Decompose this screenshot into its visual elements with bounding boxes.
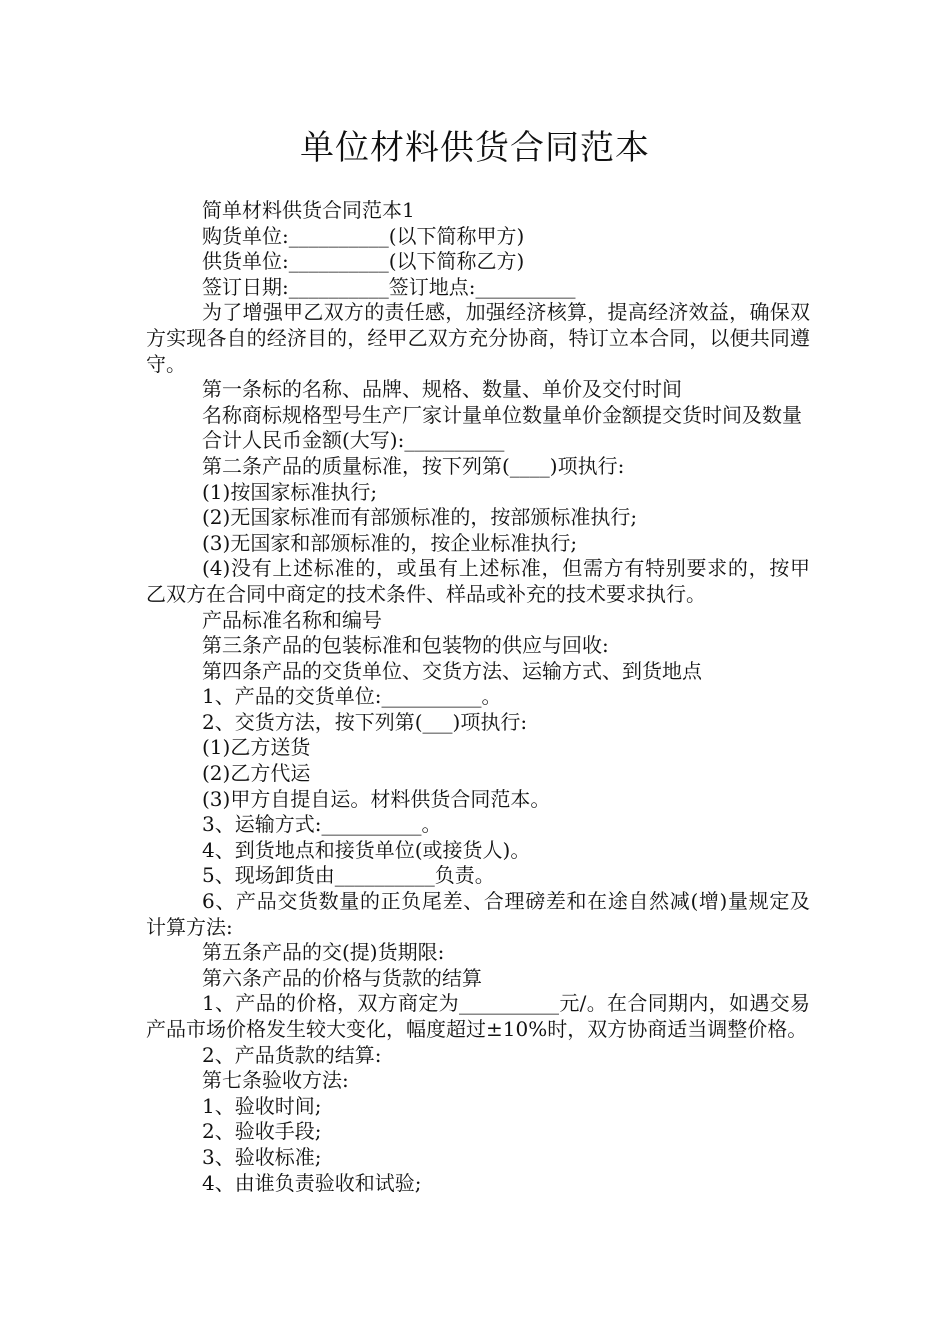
paragraph-24: 5、现场卸货由__________负责。 <box>202 863 495 888</box>
paragraph-6: 第一条标的名称、品牌、规格、数量、单价及交付时间 <box>202 377 682 402</box>
paragraph-31: 1、验收时间; <box>202 1093 322 1118</box>
paragraph-23: 4、到货地点和接货单位(或接货人)。 <box>202 837 531 862</box>
paragraph-9: 第二条产品的质量标准，按下列第(____)项执行: <box>202 453 625 478</box>
paragraph-22: 3、运输方式:__________。 <box>202 812 442 837</box>
paragraph-4: 签订日期:__________签订地点:__________ <box>202 274 576 299</box>
paragraph-25: 6、产品交货数量的正负尾差、合理磅差和在途自然减(增)量规定及计算方法: <box>146 889 810 939</box>
paragraph-28: 1、产品的价格，双方商定为__________元/。在合同期内，如遇交易产品市场价格发生较大变化，幅度超过±10%时，双方协商适当调整价格。 <box>146 991 810 1041</box>
paragraph-19: (1)乙方送货 <box>202 735 311 760</box>
paragraph-8: 合计人民币金额(大写):__________ <box>202 428 505 453</box>
paragraph-11: (2)无国家标准而有部颁标准的，按部颁标准执行; <box>202 505 638 530</box>
paragraph-10: (1)按国家标准执行; <box>202 479 378 504</box>
paragraph-27: 第六条产品的价格与货款的结算 <box>202 965 482 990</box>
paragraph-3: 供货单位:__________(以下简称乙方) <box>202 249 525 274</box>
paragraph-33: 3、验收标准; <box>202 1144 322 1169</box>
paragraph-13: (4)没有上述标准的，或虽有上述标准，但需方有特别要求的，按甲乙双方在合同中商定的技术条件、样品或补充的技术要求执行。 <box>146 556 810 606</box>
document-title: 单位材料供货合同范本 <box>300 128 650 168</box>
paragraph-2: 购货单位:__________(以下简称甲方) <box>202 223 525 248</box>
paragraph-14: 产品标准名称和编号 <box>202 607 382 632</box>
paragraph-17: 1、产品的交货单位:__________。 <box>202 684 502 709</box>
paragraph-1: 简单材料供货合同范本1 <box>202 198 415 222</box>
paragraph-29: 2、产品货款的结算: <box>202 1042 382 1067</box>
paragraph-18: 2、交货方法，按下列第(___)项执行: <box>202 709 528 734</box>
paragraph-16: 第四条产品的交货单位、交货方法、运输方式、到货地点 <box>202 658 702 683</box>
paragraph-15: 第三条产品的包装标准和包装物的供应与回收: <box>202 633 609 658</box>
paragraph-34: 4、由谁负责验收和试验; <box>202 1170 422 1195</box>
paragraph-26: 第五条产品的交(提)货期限: <box>202 940 445 965</box>
paragraph-7: 名称商标规格型号生产厂家计量单位数量单价金额提交货时间及数量 <box>202 402 802 427</box>
paragraph-30: 第七条验收方法: <box>202 1068 349 1093</box>
paragraph-5: 为了增强甲乙双方的责任感，加强经济核算，提高经济效益，确保双方实现各自的经济目的，经甲乙双方充分协商，特订立本合同，以便共同遵守。 <box>146 300 810 376</box>
paragraph-20: (2)乙方代运 <box>202 761 311 786</box>
document-body <box>146 198 810 1196</box>
paragraph-21: (3)甲方自提自运。材料供货合同范本。 <box>202 786 551 811</box>
paragraph-12: (3)无国家和部颁标准的，按企业标准执行; <box>202 530 578 555</box>
paragraph-32: 2、验收手段; <box>202 1119 322 1144</box>
